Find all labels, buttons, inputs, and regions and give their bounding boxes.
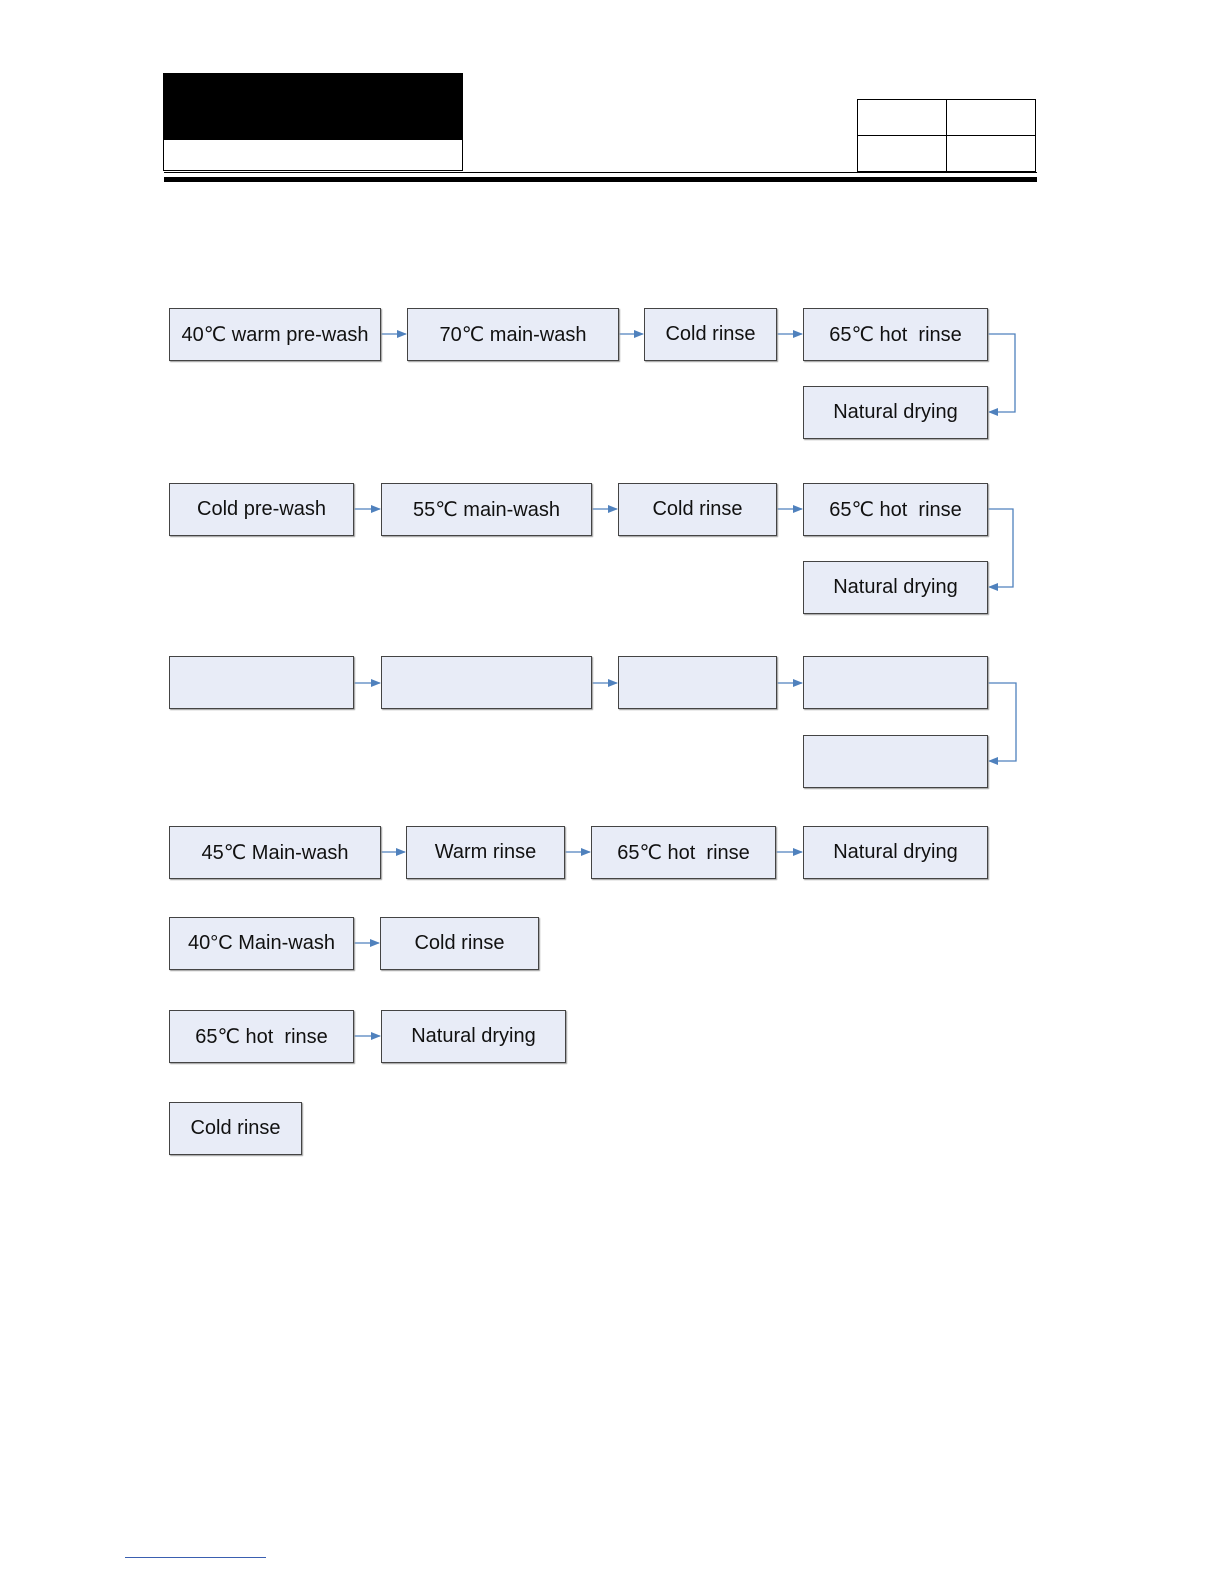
flow-step: 55℃ main-wash: [381, 483, 592, 536]
footnote-rule: [125, 1557, 266, 1558]
flow-step: Cold rinse: [644, 308, 777, 361]
flow-step: 65℃ hot rinse: [803, 308, 988, 361]
flow-step: Natural drying: [381, 1010, 566, 1063]
flow-final-step: Natural drying: [803, 561, 988, 614]
flow-final-step: Natural drying: [803, 386, 988, 439]
flow-step: Cold rinse: [618, 483, 777, 536]
flow-arrow: [988, 509, 1013, 587]
flow-step: Cold rinse: [169, 1102, 302, 1155]
flow-step: 65℃ hot rinse: [169, 1010, 354, 1063]
flow-step: [803, 656, 988, 709]
flow-step: [618, 656, 777, 709]
flow-step: [381, 656, 592, 709]
flow-step: [169, 656, 354, 709]
flow-arrow: [988, 683, 1016, 761]
flow-step: Cold rinse: [380, 917, 539, 970]
flow-final-step: [803, 735, 988, 788]
flow-step: 65℃ hot rinse: [803, 483, 988, 536]
flow-step: 40°C Main-wash: [169, 917, 354, 970]
flow-arrow: [988, 334, 1015, 412]
flow-step: 40℃ warm pre-wash: [169, 308, 381, 361]
flow-step: 45℃ Main-wash: [169, 826, 381, 879]
flow-step: Natural drying: [803, 826, 988, 879]
flow-step: 70℃ main-wash: [407, 308, 619, 361]
flow-step: Cold pre-wash: [169, 483, 354, 536]
flow-step: 65℃ hot rinse: [591, 826, 776, 879]
flow-step: Warm rinse: [406, 826, 565, 879]
